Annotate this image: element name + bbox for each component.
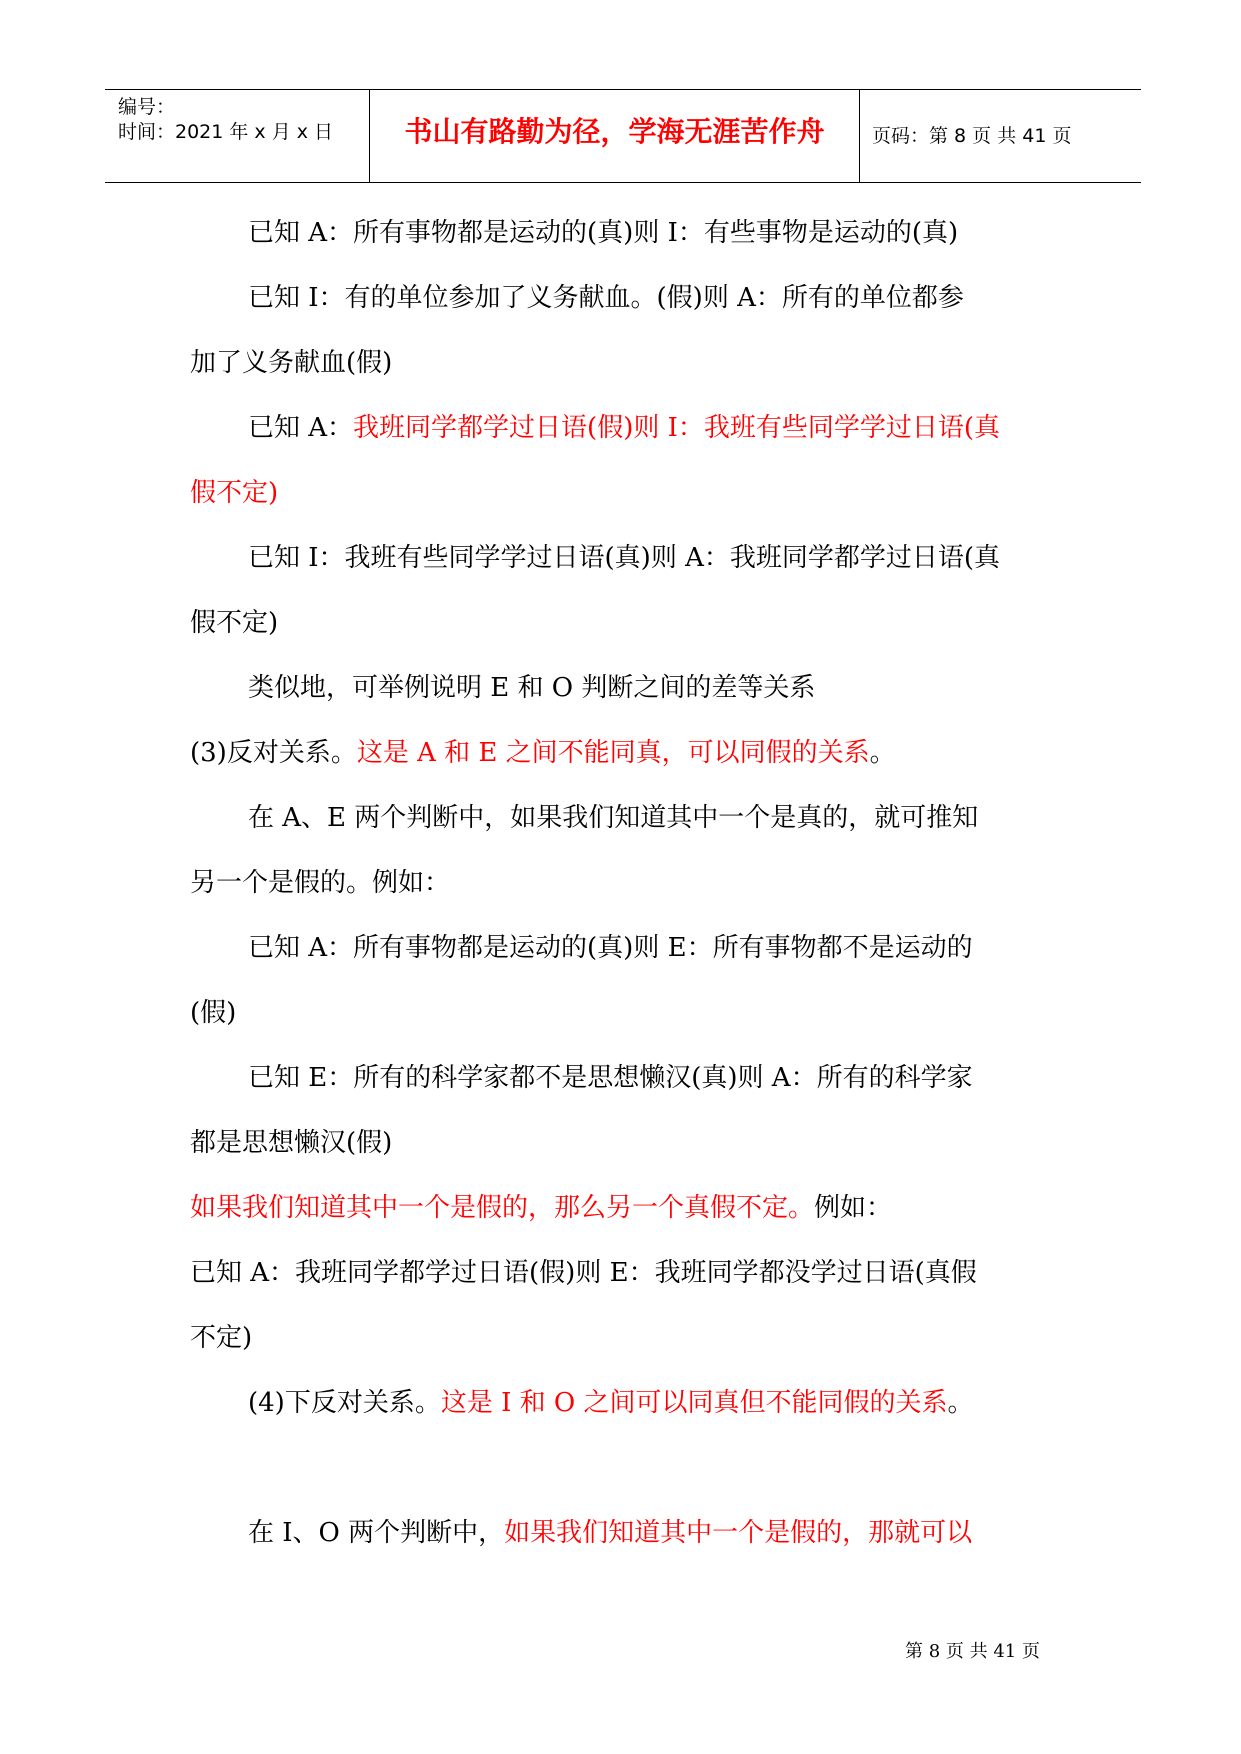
red-emphasis-segment: 假不定) [190,478,279,508]
paragraph-line [190,350,392,376]
text-segment: 已知 A：所有事物都是运动的(真)则 E：所有事物都不是运动的 [248,933,973,963]
header-right-cell [860,90,1141,182]
paragraph-line [248,415,1000,441]
document-number-label: 编号： [118,96,176,118]
paragraph-line [248,935,973,961]
document-time-label: 时间：2021 年 x 月 x 日 [118,121,334,143]
header-motto: 书山有路勤为径，学海无涯苦作舟 [404,115,825,148]
paragraph-line [190,480,278,506]
paragraph-line [248,1065,973,1091]
text-segment: (假) [190,998,237,1028]
text-segment: (3)反对关系。 [190,738,357,768]
paragraph-line [190,610,278,636]
paragraph-line [190,1260,977,1286]
page-header [105,89,1141,183]
paragraph-line [248,675,815,701]
text-segment: 例如： [814,1193,893,1223]
text-segment: 。 [869,738,896,768]
paragraph-line [248,1520,972,1546]
header-middle-cell [370,90,860,182]
paragraph-line [248,285,964,311]
text-segment: 类似地，可举例说明 E 和 O 判断之间的差等关系 [248,673,816,703]
red-emphasis-segment: 如果我们知道其中一个是假的，那么另一个真假不定。 [190,1193,815,1223]
page-footer: 第 8 页 共 41 页 [905,1641,1040,1662]
paragraph-line [190,1000,236,1026]
text-segment: 另一个是假的。例如： [190,868,451,898]
red-emphasis-segment: 这是 A 和 E 之间不能同真，可以同假的关系 [356,738,870,768]
red-emphasis-segment: 我班同学都学过日语(假)则 I：我班有些同学学过日语(真 [353,413,1001,443]
paragraph-line [190,1130,392,1156]
text-segment: 已知 A：所有事物都是运动的(真)则 I：有些事物是运动的(真) [248,218,959,248]
text-segment: (4)下反对关系。 [248,1388,441,1418]
paragraph-line [248,805,978,831]
text-segment: 在 I、O 两个判断中， [248,1518,505,1548]
text-segment: 。 [947,1388,974,1418]
text-segment: 已知 I：有的单位参加了义务献血。(假)则 A：所有的单位都参 [248,283,964,313]
paragraph-line [248,1390,974,1416]
text-segment: 已知 I：我班有些同学学过日语(真)则 A：我班同学都学过日语(真 [248,543,1001,573]
paragraph-line [190,1195,892,1221]
text-segment: 已知 A： [248,413,354,443]
text-segment: 假不定) [190,608,279,638]
text-segment: 已知 A：我班同学都学过日语(假)则 E：我班同学都没学过日语(真假 [190,1258,977,1288]
text-segment: 在 A、E 两个判断中，如果我们知道其中一个是真的，就可推知 [248,803,979,833]
paragraph-line [248,545,1000,571]
text-segment: 加了义务献血(假) [190,348,393,378]
text-segment: 不定) [190,1323,253,1353]
paragraph-line [190,1325,252,1351]
header-left-cell [105,90,370,182]
paragraph-line [190,740,896,766]
header-page-info: 页码：第 8 页 共 41 页 [872,125,1072,147]
red-emphasis-segment: 如果我们知道其中一个是假的，那就可以 [504,1518,973,1548]
paragraph-line [248,220,958,246]
text-segment: 已知 E：所有的科学家都不是思想懒汉(真)则 A：所有的科学家 [248,1063,973,1093]
text-segment: 都是思想懒汉(假) [190,1128,393,1158]
red-emphasis-segment: 这是 I 和 O 之间可以同真但不能同假的关系 [440,1388,948,1418]
paragraph-line [190,870,450,896]
